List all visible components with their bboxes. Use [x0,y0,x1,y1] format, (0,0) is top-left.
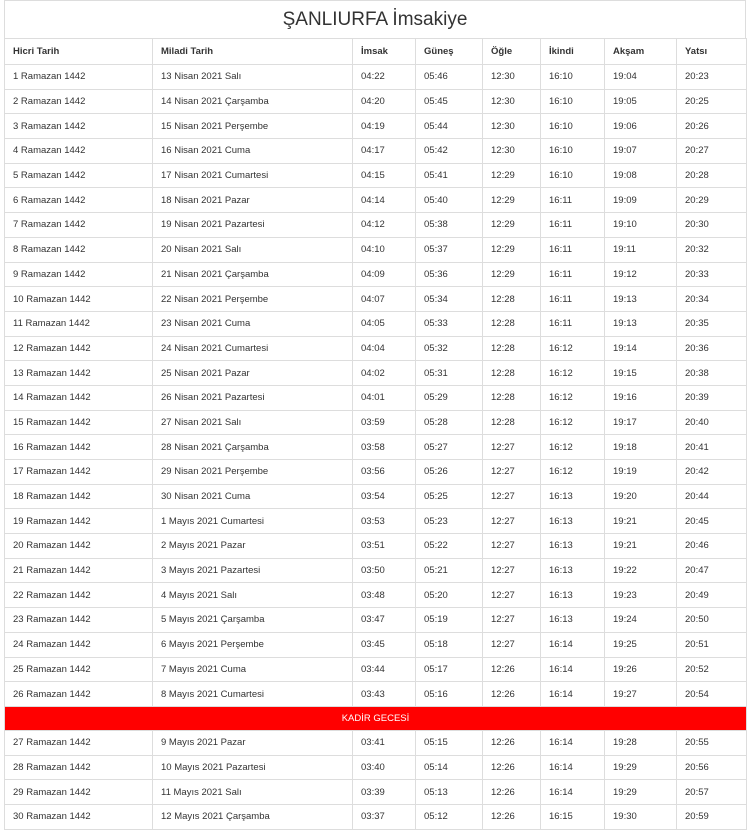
hicri-cell: 29 Ramazan 1442 [5,780,153,805]
imsakiye-container [4,0,746,830]
column-header-miladi: Miladi Tarih [153,39,353,65]
miladi-cell: 29 Nisan 2021 Perşembe [153,460,353,485]
hicri-cell: 9 Ramazan 1442 [5,262,153,287]
table-row [5,114,747,139]
table-row [5,534,747,559]
ogle-cell: 12:30 [483,114,541,139]
hicri-cell: 5 Ramazan 1442 [5,163,153,188]
imsak-cell: 03:44 [353,657,416,682]
ikindi-cell: 16:11 [541,262,605,287]
table-row [5,139,747,164]
imsak-cell: 03:59 [353,410,416,435]
ogle-cell: 12:28 [483,361,541,386]
column-header-ogle: Öğle [483,39,541,65]
ogle-cell: 12:27 [483,509,541,534]
aksam-cell: 19:29 [605,780,677,805]
table-header-row [5,39,747,65]
gunes-cell: 05:16 [416,682,483,707]
gunes-cell: 05:36 [416,262,483,287]
miladi-cell: 11 Mayıs 2021 Salı [153,780,353,805]
miladi-cell: 26 Nisan 2021 Pazartesi [153,385,353,410]
hicri-cell: 25 Ramazan 1442 [5,657,153,682]
gunes-cell: 05:22 [416,534,483,559]
aksam-cell: 19:12 [605,262,677,287]
ogle-cell: 12:28 [483,287,541,312]
ikindi-cell: 16:13 [541,509,605,534]
imsak-cell: 03:54 [353,484,416,509]
imsak-cell: 04:15 [353,163,416,188]
gunes-cell: 05:13 [416,780,483,805]
table-row [5,755,747,780]
yatsi-cell: 20:30 [677,213,747,238]
imsak-cell: 04:05 [353,311,416,336]
yatsi-cell: 20:42 [677,460,747,485]
imsak-cell: 03:40 [353,755,416,780]
yatsi-cell: 20:39 [677,385,747,410]
ikindi-cell: 16:13 [541,558,605,583]
aksam-cell: 19:28 [605,730,677,755]
yatsi-cell: 20:41 [677,435,747,460]
gunes-cell: 05:19 [416,608,483,633]
imsak-cell: 03:48 [353,583,416,608]
hicri-cell: 30 Ramazan 1442 [5,804,153,829]
hicri-cell: 12 Ramazan 1442 [5,336,153,361]
ikindi-cell: 16:12 [541,336,605,361]
yatsi-cell: 20:34 [677,287,747,312]
ikindi-cell: 16:13 [541,608,605,633]
ogle-cell: 12:26 [483,804,541,829]
column-header-imsak: İmsak [353,39,416,65]
yatsi-cell: 20:50 [677,608,747,633]
miladi-cell: 20 Nisan 2021 Salı [153,237,353,262]
gunes-cell: 05:14 [416,755,483,780]
ikindi-cell: 16:15 [541,804,605,829]
ogle-cell: 12:26 [483,780,541,805]
ogle-cell: 12:26 [483,730,541,755]
gunes-cell: 05:15 [416,730,483,755]
imsakiye-table [4,38,747,830]
column-header-yatsi: Yatsı [677,39,747,65]
ogle-cell: 12:27 [483,558,541,583]
imsak-cell: 04:04 [353,336,416,361]
ogle-cell: 12:26 [483,657,541,682]
ikindi-cell: 16:13 [541,583,605,608]
ogle-cell: 12:27 [483,583,541,608]
ogle-cell: 12:28 [483,410,541,435]
ogle-cell: 12:26 [483,755,541,780]
ikindi-cell: 16:12 [541,435,605,460]
ogle-cell: 12:29 [483,163,541,188]
ikindi-cell: 16:11 [541,188,605,213]
gunes-cell: 05:40 [416,188,483,213]
ikindi-cell: 16:13 [541,534,605,559]
aksam-cell: 19:05 [605,89,677,114]
ikindi-cell: 16:14 [541,755,605,780]
ikindi-cell: 16:14 [541,657,605,682]
aksam-cell: 19:18 [605,435,677,460]
column-header-gunes: Güneş [416,39,483,65]
hicri-cell: 10 Ramazan 1442 [5,287,153,312]
column-header-hicri: Hicri Tarih [5,39,153,65]
miladi-cell: 18 Nisan 2021 Pazar [153,188,353,213]
hicri-cell: 7 Ramazan 1442 [5,213,153,238]
yatsi-cell: 20:25 [677,89,747,114]
gunes-cell: 05:17 [416,657,483,682]
imsak-cell: 03:45 [353,632,416,657]
yatsi-cell: 20:46 [677,534,747,559]
yatsi-cell: 20:45 [677,509,747,534]
gunes-cell: 05:31 [416,361,483,386]
ogle-cell: 12:29 [483,188,541,213]
table-row [5,558,747,583]
table-row [5,163,747,188]
gunes-cell: 05:12 [416,804,483,829]
table-row [5,262,747,287]
ikindi-cell: 16:11 [541,287,605,312]
imsak-cell: 04:07 [353,287,416,312]
table-row [5,188,747,213]
aksam-cell: 19:22 [605,558,677,583]
imsak-cell: 04:12 [353,213,416,238]
yatsi-cell: 20:57 [677,780,747,805]
table-row [5,435,747,460]
yatsi-cell: 20:49 [677,583,747,608]
hicri-cell: 2 Ramazan 1442 [5,89,153,114]
gunes-cell: 05:28 [416,410,483,435]
ikindi-cell: 16:12 [541,385,605,410]
miladi-cell: 3 Mayıs 2021 Pazartesi [153,558,353,583]
ogle-cell: 12:27 [483,460,541,485]
imsak-cell: 03:58 [353,435,416,460]
aksam-cell: 19:06 [605,114,677,139]
miladi-cell: 14 Nisan 2021 Çarşamba [153,89,353,114]
yatsi-cell: 20:38 [677,361,747,386]
table-row [5,237,747,262]
gunes-cell: 05:29 [416,385,483,410]
page-title: ŞANLIURFA İmsakiye [4,0,746,38]
aksam-cell: 19:26 [605,657,677,682]
aksam-cell: 19:04 [605,65,677,90]
table-row [5,89,747,114]
table-row [5,65,747,90]
hicri-cell: 26 Ramazan 1442 [5,682,153,707]
hicri-cell: 6 Ramazan 1442 [5,188,153,213]
table-row [5,410,747,435]
table-row [5,361,747,386]
imsak-cell: 03:53 [353,509,416,534]
miladi-cell: 2 Mayıs 2021 Pazar [153,534,353,559]
ogle-cell: 12:28 [483,336,541,361]
table-row [5,682,747,707]
ogle-cell: 12:27 [483,632,541,657]
hicri-cell: 22 Ramazan 1442 [5,583,153,608]
yatsi-cell: 20:23 [677,65,747,90]
ogle-cell: 12:27 [483,484,541,509]
ogle-cell: 12:29 [483,213,541,238]
table-row [5,213,747,238]
table-row [5,804,747,829]
hicri-cell: 13 Ramazan 1442 [5,361,153,386]
yatsi-cell: 20:51 [677,632,747,657]
table-row [5,460,747,485]
ikindi-cell: 16:14 [541,682,605,707]
hicri-cell: 27 Ramazan 1442 [5,730,153,755]
miladi-cell: 12 Mayıs 2021 Çarşamba [153,804,353,829]
imsak-cell: 04:22 [353,65,416,90]
miladi-cell: 16 Nisan 2021 Cuma [153,139,353,164]
table-row [5,385,747,410]
aksam-cell: 19:13 [605,287,677,312]
ikindi-cell: 16:10 [541,89,605,114]
yatsi-cell: 20:56 [677,755,747,780]
ikindi-cell: 16:13 [541,484,605,509]
ogle-cell: 12:30 [483,89,541,114]
ikindi-cell: 16:12 [541,361,605,386]
gunes-cell: 05:37 [416,237,483,262]
gunes-cell: 05:46 [416,65,483,90]
gunes-cell: 05:41 [416,163,483,188]
aksam-cell: 19:08 [605,163,677,188]
aksam-cell: 19:27 [605,682,677,707]
imsak-cell: 03:50 [353,558,416,583]
miladi-cell: 15 Nisan 2021 Perşembe [153,114,353,139]
yatsi-cell: 20:55 [677,730,747,755]
yatsi-cell: 20:54 [677,682,747,707]
aksam-cell: 19:21 [605,534,677,559]
table-row [5,730,747,755]
ogle-cell: 12:27 [483,534,541,559]
miladi-cell: 17 Nisan 2021 Cumartesi [153,163,353,188]
table-row [5,608,747,633]
yatsi-cell: 20:47 [677,558,747,583]
ikindi-cell: 16:11 [541,237,605,262]
hicri-cell: 4 Ramazan 1442 [5,139,153,164]
aksam-cell: 19:23 [605,583,677,608]
imsak-cell: 03:37 [353,804,416,829]
imsak-cell: 04:19 [353,114,416,139]
aksam-cell: 19:21 [605,509,677,534]
gunes-cell: 05:23 [416,509,483,534]
miladi-cell: 7 Mayıs 2021 Cuma [153,657,353,682]
aksam-cell: 19:16 [605,385,677,410]
miladi-cell: 19 Nisan 2021 Pazartesi [153,213,353,238]
miladi-cell: 9 Mayıs 2021 Pazar [153,730,353,755]
aksam-cell: 19:09 [605,188,677,213]
table-row [5,311,747,336]
hicri-cell: 14 Ramazan 1442 [5,385,153,410]
gunes-cell: 05:42 [416,139,483,164]
gunes-cell: 05:45 [416,89,483,114]
hicri-cell: 19 Ramazan 1442 [5,509,153,534]
imsak-cell: 04:10 [353,237,416,262]
table-row [5,780,747,805]
miladi-cell: 27 Nisan 2021 Salı [153,410,353,435]
aksam-cell: 19:13 [605,311,677,336]
table-row [5,583,747,608]
aksam-cell: 19:24 [605,608,677,633]
hicri-cell: 21 Ramazan 1442 [5,558,153,583]
miladi-cell: 13 Nisan 2021 Salı [153,65,353,90]
ikindi-cell: 16:14 [541,730,605,755]
yatsi-cell: 20:28 [677,163,747,188]
miladi-cell: 23 Nisan 2021 Cuma [153,311,353,336]
table-row [5,336,747,361]
aksam-cell: 19:20 [605,484,677,509]
ikindi-cell: 16:12 [541,410,605,435]
hicri-cell: 28 Ramazan 1442 [5,755,153,780]
hicri-cell: 23 Ramazan 1442 [5,608,153,633]
yatsi-cell: 20:27 [677,139,747,164]
miladi-cell: 8 Mayıs 2021 Cumartesi [153,682,353,707]
yatsi-cell: 20:32 [677,237,747,262]
hicri-cell: 8 Ramazan 1442 [5,237,153,262]
yatsi-cell: 20:26 [677,114,747,139]
ikindi-cell: 16:10 [541,163,605,188]
aksam-cell: 19:19 [605,460,677,485]
table-row [5,287,747,312]
table-body [5,65,747,830]
ikindi-cell: 16:10 [541,139,605,164]
imsak-cell: 04:01 [353,385,416,410]
table-row [5,657,747,682]
ikindi-cell: 16:10 [541,65,605,90]
ikindi-cell: 16:12 [541,460,605,485]
hicri-cell: 18 Ramazan 1442 [5,484,153,509]
ogle-cell: 12:26 [483,682,541,707]
gunes-cell: 05:27 [416,435,483,460]
miladi-cell: 24 Nisan 2021 Cumartesi [153,336,353,361]
hicri-cell: 16 Ramazan 1442 [5,435,153,460]
hicri-cell: 11 Ramazan 1442 [5,311,153,336]
yatsi-cell: 20:59 [677,804,747,829]
miladi-cell: 30 Nisan 2021 Cuma [153,484,353,509]
gunes-cell: 05:32 [416,336,483,361]
kadir-gecesi-row [5,706,747,730]
aksam-cell: 19:17 [605,410,677,435]
miladi-cell: 10 Mayıs 2021 Pazartesi [153,755,353,780]
ogle-cell: 12:29 [483,237,541,262]
ikindi-cell: 16:11 [541,213,605,238]
gunes-cell: 05:21 [416,558,483,583]
column-header-ikindi: İkindi [541,39,605,65]
imsak-cell: 04:20 [353,89,416,114]
ogle-cell: 12:28 [483,385,541,410]
ikindi-cell: 16:14 [541,632,605,657]
gunes-cell: 05:18 [416,632,483,657]
hicri-cell: 1 Ramazan 1442 [5,65,153,90]
aksam-cell: 19:14 [605,336,677,361]
table-row [5,509,747,534]
miladi-cell: 25 Nisan 2021 Pazar [153,361,353,386]
ogle-cell: 12:27 [483,435,541,460]
aksam-cell: 19:10 [605,213,677,238]
hicri-cell: 20 Ramazan 1442 [5,534,153,559]
aksam-cell: 19:15 [605,361,677,386]
table-row [5,632,747,657]
kadir-gecesi-label: KADİR GECESİ [5,706,747,730]
ikindi-cell: 16:10 [541,114,605,139]
ogle-cell: 12:30 [483,65,541,90]
miladi-cell: 28 Nisan 2021 Çarşamba [153,435,353,460]
imsak-cell: 03:47 [353,608,416,633]
imsak-cell: 03:43 [353,682,416,707]
ogle-cell: 12:28 [483,311,541,336]
imsak-cell: 03:56 [353,460,416,485]
yatsi-cell: 20:40 [677,410,747,435]
ogle-cell: 12:27 [483,608,541,633]
imsak-cell: 03:39 [353,780,416,805]
yatsi-cell: 20:52 [677,657,747,682]
gunes-cell: 05:38 [416,213,483,238]
ikindi-cell: 16:11 [541,311,605,336]
gunes-cell: 05:20 [416,583,483,608]
miladi-cell: 5 Mayıs 2021 Çarşamba [153,608,353,633]
aksam-cell: 19:11 [605,237,677,262]
miladi-cell: 4 Mayıs 2021 Salı [153,583,353,608]
gunes-cell: 05:34 [416,287,483,312]
yatsi-cell: 20:35 [677,311,747,336]
table-row [5,484,747,509]
imsak-cell: 03:51 [353,534,416,559]
imsak-cell: 03:41 [353,730,416,755]
gunes-cell: 05:25 [416,484,483,509]
miladi-cell: 1 Mayıs 2021 Cumartesi [153,509,353,534]
gunes-cell: 05:26 [416,460,483,485]
imsak-cell: 04:09 [353,262,416,287]
column-header-aksam: Akşam [605,39,677,65]
imsak-cell: 04:14 [353,188,416,213]
yatsi-cell: 20:29 [677,188,747,213]
gunes-cell: 05:44 [416,114,483,139]
miladi-cell: 21 Nisan 2021 Çarşamba [153,262,353,287]
hicri-cell: 24 Ramazan 1442 [5,632,153,657]
ogle-cell: 12:30 [483,139,541,164]
ikindi-cell: 16:14 [541,780,605,805]
aksam-cell: 19:07 [605,139,677,164]
yatsi-cell: 20:44 [677,484,747,509]
yatsi-cell: 20:33 [677,262,747,287]
imsak-cell: 04:17 [353,139,416,164]
aksam-cell: 19:29 [605,755,677,780]
hicri-cell: 17 Ramazan 1442 [5,460,153,485]
gunes-cell: 05:33 [416,311,483,336]
hicri-cell: 3 Ramazan 1442 [5,114,153,139]
miladi-cell: 22 Nisan 2021 Perşembe [153,287,353,312]
aksam-cell: 19:30 [605,804,677,829]
hicri-cell: 15 Ramazan 1442 [5,410,153,435]
aksam-cell: 19:25 [605,632,677,657]
yatsi-cell: 20:36 [677,336,747,361]
miladi-cell: 6 Mayıs 2021 Perşembe [153,632,353,657]
imsak-cell: 04:02 [353,361,416,386]
ogle-cell: 12:29 [483,262,541,287]
